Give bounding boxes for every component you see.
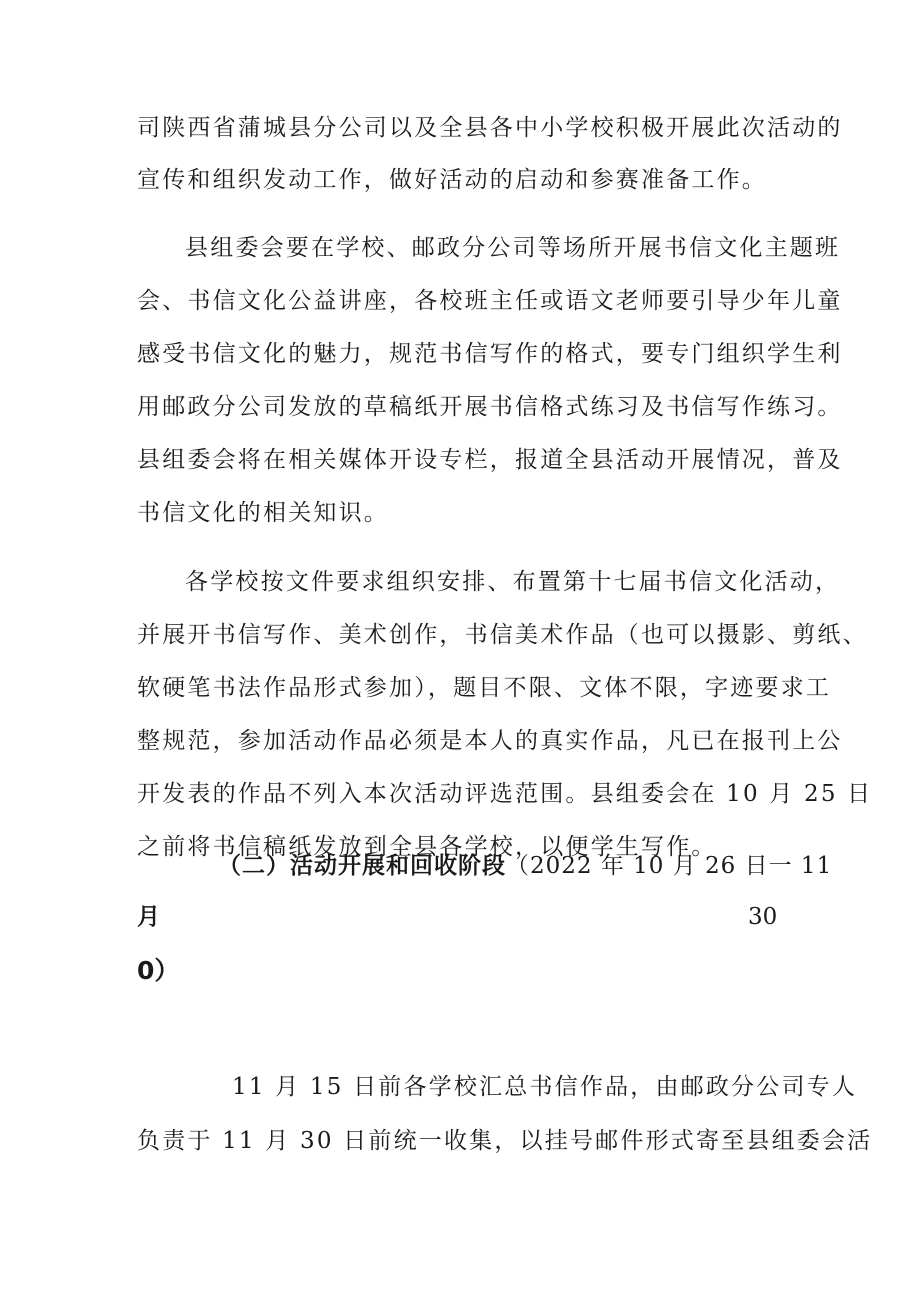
paragraph-1-line-1: 司陕西省蒲城县分公司以及全县各中小学校积极开展此次活动的 xyxy=(137,115,843,141)
paragraph-3-line-6: 之前将书信稿纸发放到全县各学校，以便学生写作。 xyxy=(137,834,717,860)
section-heading xyxy=(218,846,833,886)
paragraph-4-line-2: 负责于 11 月 30 日前统一收集，以挂号邮件形式寄至县组委会活 xyxy=(137,1128,873,1154)
paragraph-1-line-2: 宣传和组织发动工作，做好活动的启动和参赛准备工作。 xyxy=(137,167,767,193)
paragraph-3-line-3: 软硬笔书法作品形式参加），题目不限、文体不限，字迹要求工 xyxy=(137,675,832,701)
section-heading-wrap-left: 月 xyxy=(137,904,160,930)
paragraph-3-line-1: 各学校按文件要求组织安排、布置第十七届书信文化活动， xyxy=(185,569,841,595)
section-heading-wrap-bottom: 0） xyxy=(137,956,180,985)
section-heading-title: （二）活动开展和回收阶段 xyxy=(218,853,506,879)
paragraph-2-line-5: 县组委会将在相关媒体开设专栏，报道全县活动开展情况，普及 xyxy=(137,447,843,473)
section-heading-wrap-right: 30 xyxy=(748,904,778,930)
paragraph-2-line-4: 用邮政分公司发放的草稿纸开展书信格式练习及书信写作练习。 xyxy=(137,394,843,420)
paragraph-4-line-1: 11 月 15 日前各学校汇总书信作品，由邮政分公司专人 xyxy=(232,1074,858,1100)
section-heading-date: （2022 年 10 月 26 日一 11 xyxy=(506,853,833,879)
paragraph-3-line-2: 并展开书信写作、美术创作，书信美术作品（也可以摄影、剪纸、 xyxy=(137,622,868,648)
paragraph-2-line-1: 县组委会要在学校、邮政分公司等场所开展书信文化主题班 xyxy=(185,235,841,261)
paragraph-2-line-2: 会、书信文化公益讲座，各校班主任或语文老师要引导少年儿童 xyxy=(137,288,843,314)
paragraph-2-line-3: 感受书信文化的魅力，规范书信写作的格式，要专门组织学生利 xyxy=(137,341,843,367)
paragraph-3-line-4: 整规范，参加活动作品必须是本人的真实作品，凡已在报刊上公 xyxy=(137,728,843,754)
paragraph-3-line-5: 开发表的作品不列入本次活动评选范围。县组委会在 10 月 25 日 xyxy=(137,781,873,807)
paragraph-2-line-6: 书信文化的相关知识。 xyxy=(137,500,389,526)
